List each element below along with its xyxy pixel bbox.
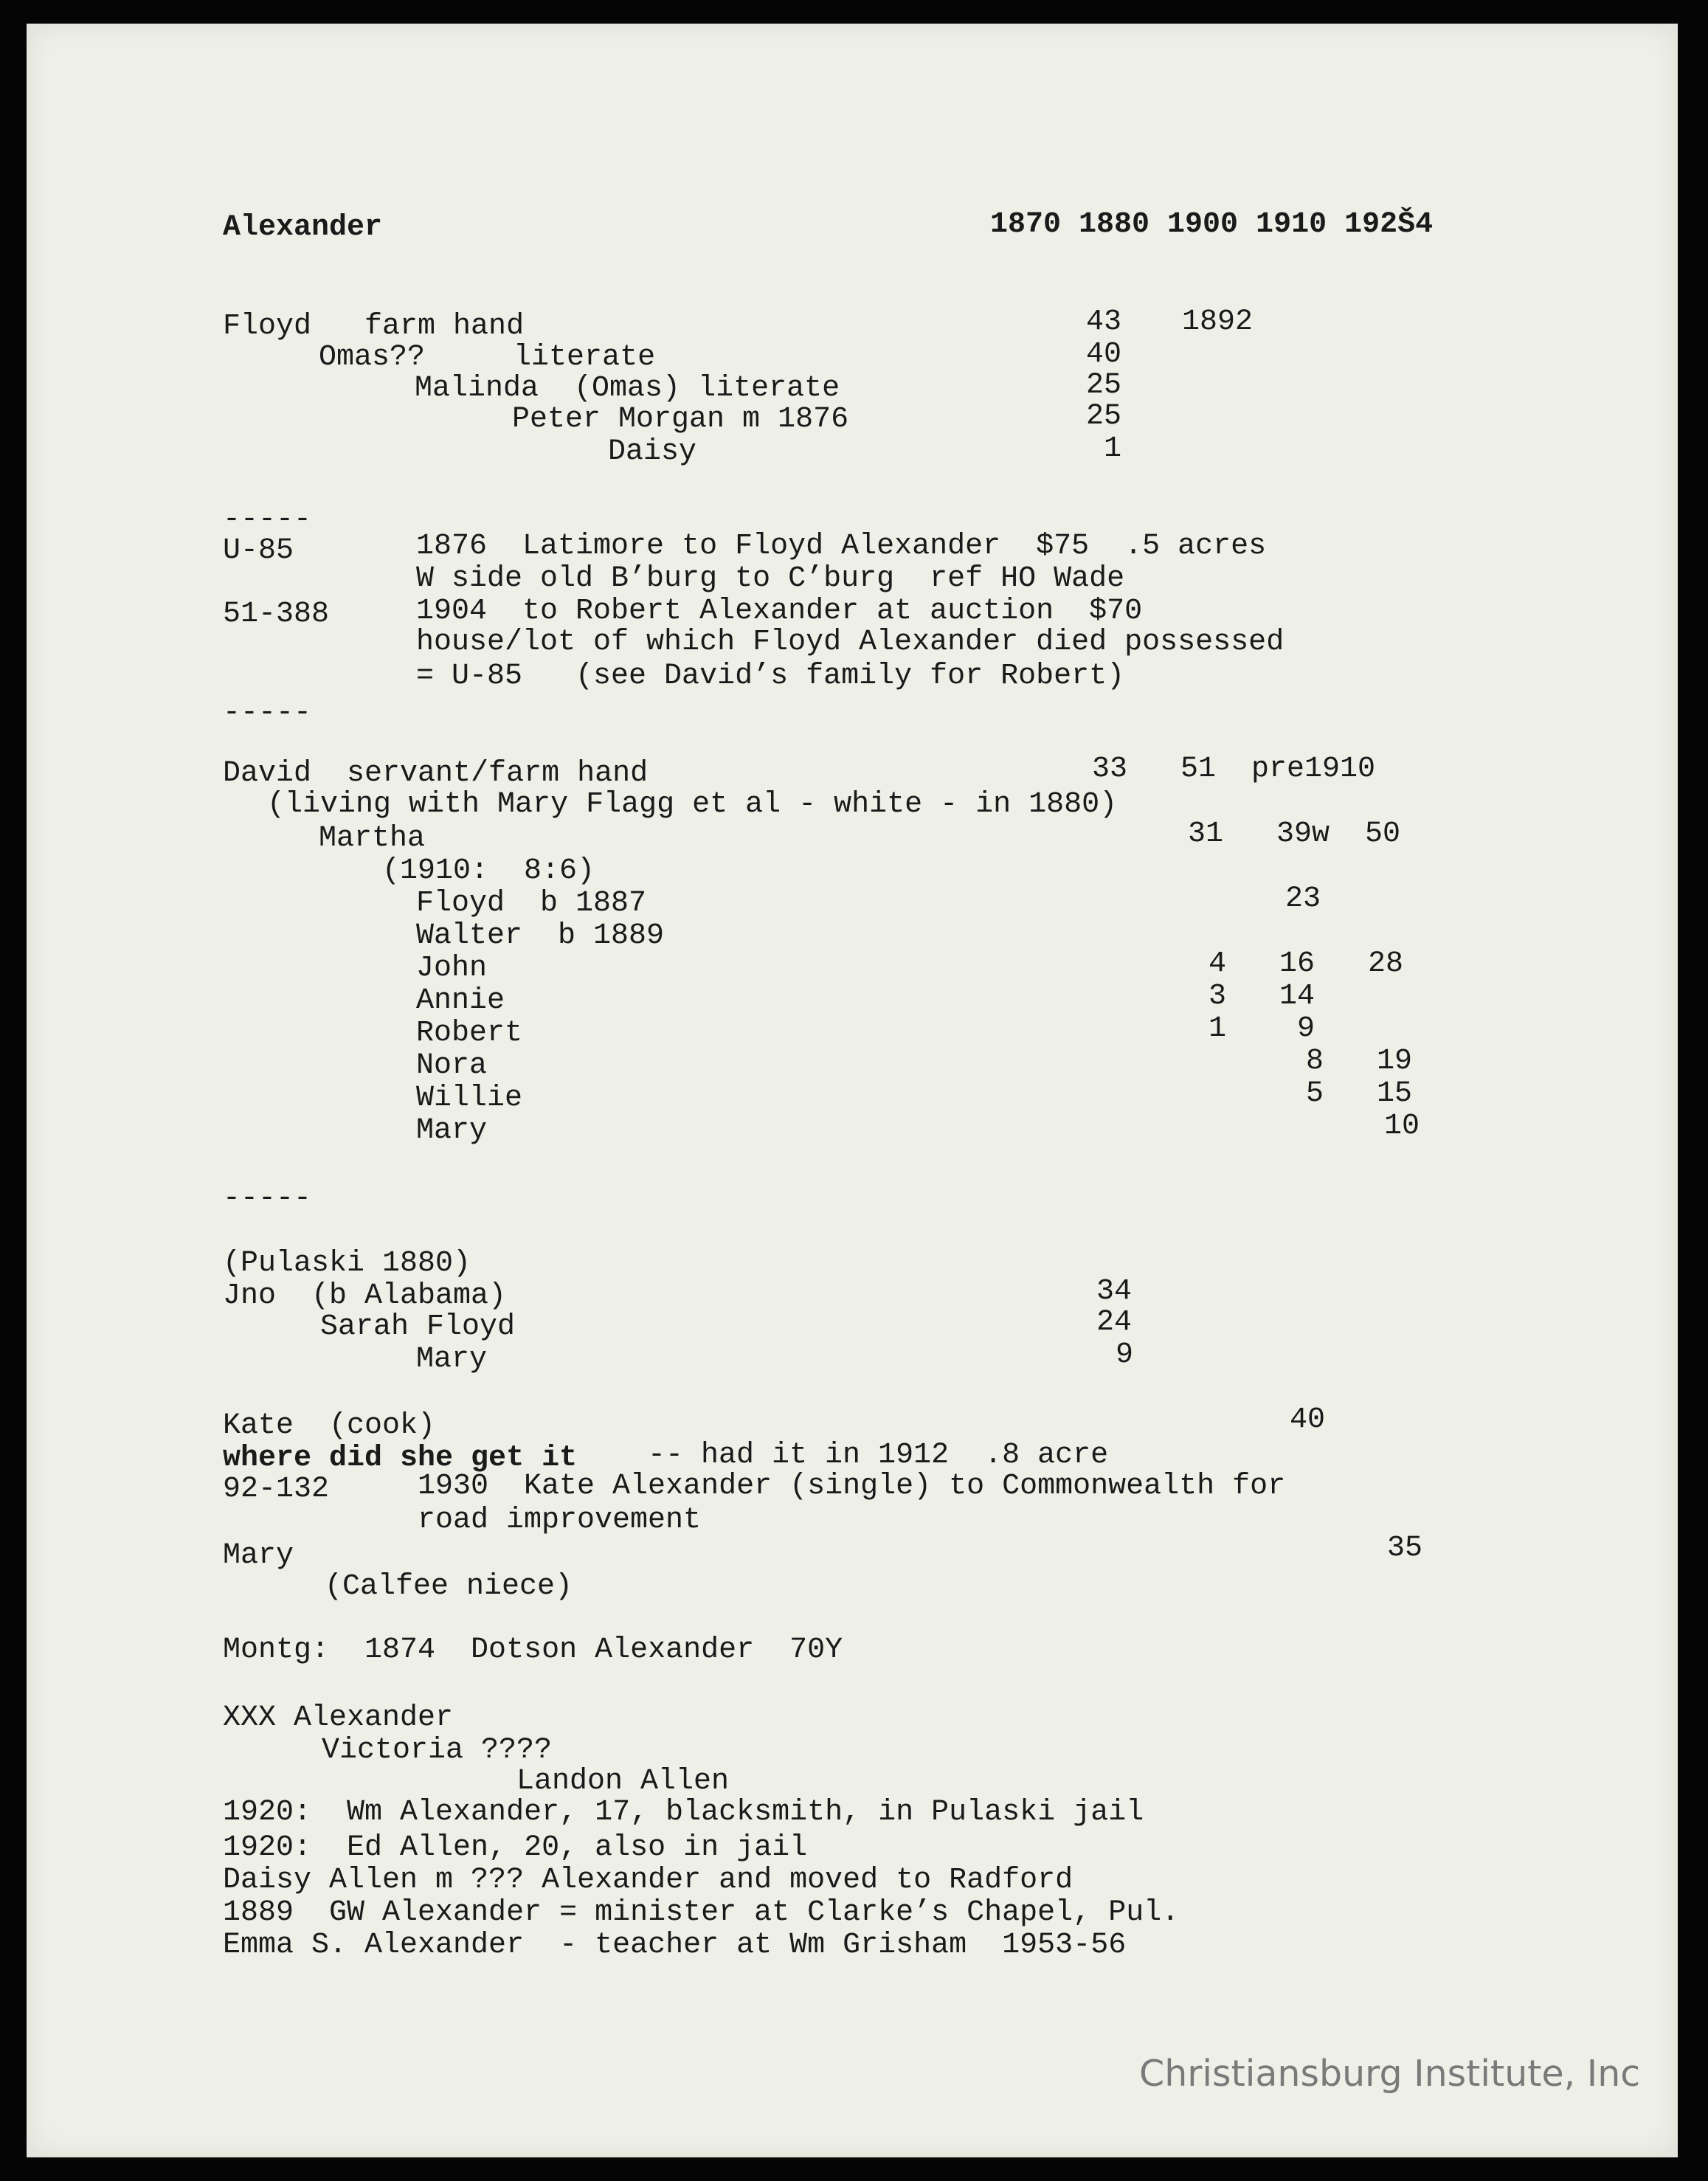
note-1920-ed: 1920: Ed Allen, 20, also in jail	[223, 1831, 808, 1864]
deed-u85-line: 1876 Latimore to Floyd Alexander $75 .5 acres	[416, 530, 1267, 563]
deed-51-388-line: house/lot of which Floyd Alexander died possessed	[416, 626, 1285, 659]
calfee-note: (Calfee niece)	[325, 1570, 573, 1603]
john-entry: John	[416, 952, 488, 985]
omas-entry: Omas?? literate	[319, 341, 656, 374]
pulaski-heading: (Pulaski 1880)	[223, 1247, 471, 1280]
deed-51-388-line: = U-85 (see David’s family for Robert)	[416, 660, 1125, 693]
watermark-text: Christiansburg Institute, Inc	[1139, 2053, 1641, 2095]
emma-alexander-note: Emma S. Alexander - teacher at Wm Grisham 1953-56	[223, 1929, 1127, 1962]
deed-ref-51-388: 51-388	[223, 598, 330, 631]
nora-ages: 8 19	[1306, 1045, 1413, 1078]
mary-pulaski-age: 9	[1116, 1338, 1134, 1372]
jno-entry: Jno (b Alabama)	[223, 1279, 507, 1313]
separator: -----	[223, 1182, 312, 1215]
kate-entry: Kate (cook)	[223, 1409, 436, 1442]
david-note: (living with Mary Flagg et al - white - in 1880)	[267, 788, 1118, 821]
mary-entry: Mary	[416, 1114, 488, 1147]
malinda-entry: Malinda (Omas) literate	[415, 372, 840, 405]
deed-51-388-line: 1904 to Robert Alexander at auction $70	[416, 595, 1143, 628]
mary-kate-age: 35	[1387, 1532, 1423, 1565]
xxx-alexander: XXX Alexander	[223, 1701, 454, 1735]
deed-u85-line: W side old B’burg to C’burg ref HO Wade	[416, 562, 1125, 595]
john-ages: 4 16 28	[1209, 947, 1404, 981]
sarah-entry: Sarah Floyd	[320, 1310, 516, 1344]
floyd-child-age: 23	[1285, 882, 1321, 916]
willie-entry: Willie	[416, 1082, 523, 1115]
annie-ages: 3 14	[1209, 980, 1315, 1013]
floyd-age: 43	[1086, 305, 1122, 339]
nora-entry: Nora	[416, 1049, 488, 1082]
surname-heading: Alexander	[223, 211, 383, 244]
deed-92-132-line: 1930 Kate Alexander (single) to Commonwealth for	[418, 1470, 1286, 1503]
walter-entry: Walter b 1889	[416, 919, 665, 953]
kate-question-bold: where did she get it	[223, 1442, 578, 1475]
census-years-heading: 1870 1880 1900 1910 192Š4	[990, 208, 1434, 241]
kate-question-rest: -- had it in 1912 .8 acre	[612, 1439, 1109, 1472]
daisy-entry: Daisy	[608, 435, 697, 469]
mary-kate-entry: Mary	[223, 1539, 294, 1572]
daisy-age: 1	[1104, 432, 1122, 466]
david-ages: 33 51 pre1910	[1092, 753, 1376, 786]
mary-age: 10	[1384, 1110, 1420, 1143]
montg-note: Montg: 1874 Dotson Alexander 70Y	[223, 1634, 843, 1667]
deed-ref-u85: U-85	[223, 534, 294, 567]
daisy-allen-note: Daisy Allen m ??? Alexander and moved to Radford	[223, 1864, 1073, 1897]
martha-ages: 31 39w 50	[1188, 818, 1401, 851]
peter-age: 25	[1086, 400, 1122, 433]
victoria-entry: Victoria ????	[322, 1734, 553, 1767]
malinda-age: 25	[1086, 369, 1122, 402]
separator: -----	[223, 697, 312, 730]
kate-age: 40	[1290, 1403, 1326, 1437]
mary-pulaski-entry: Mary	[416, 1343, 488, 1376]
willie-ages: 5 15	[1306, 1077, 1413, 1110]
martha-entry: Martha	[319, 822, 426, 855]
omas-age: 40	[1086, 338, 1122, 371]
landon-entry: Landon Allen	[516, 1765, 730, 1798]
floyd-child-entry: Floyd b 1887	[416, 887, 647, 920]
floyd-year: 1892	[1182, 305, 1254, 339]
floyd-entry: Floyd farm hand	[223, 310, 525, 343]
gw-alexander-note: 1889 GW Alexander = minister at Clarke’s Chapel, Pul.	[223, 1896, 1180, 1929]
separator: -----	[223, 503, 312, 536]
peter-entry: Peter Morgan m 1876	[512, 403, 849, 436]
note-1920-wm: 1920: Wm Alexander, 17, blacksmith, in Pulaski jail	[223, 1796, 1144, 1829]
david-entry: David servant/farm hand	[223, 757, 649, 790]
robert-entry: Robert	[416, 1017, 523, 1050]
annie-entry: Annie	[416, 984, 505, 1017]
sarah-age: 24	[1096, 1306, 1133, 1339]
jno-age: 34	[1096, 1275, 1133, 1308]
deed-ref-92-132: 92-132	[223, 1473, 330, 1506]
note-1910: (1910: 8:6)	[382, 854, 595, 888]
deed-92-132-line: road improvement	[418, 1504, 702, 1537]
robert-ages: 1 9	[1209, 1012, 1315, 1045]
